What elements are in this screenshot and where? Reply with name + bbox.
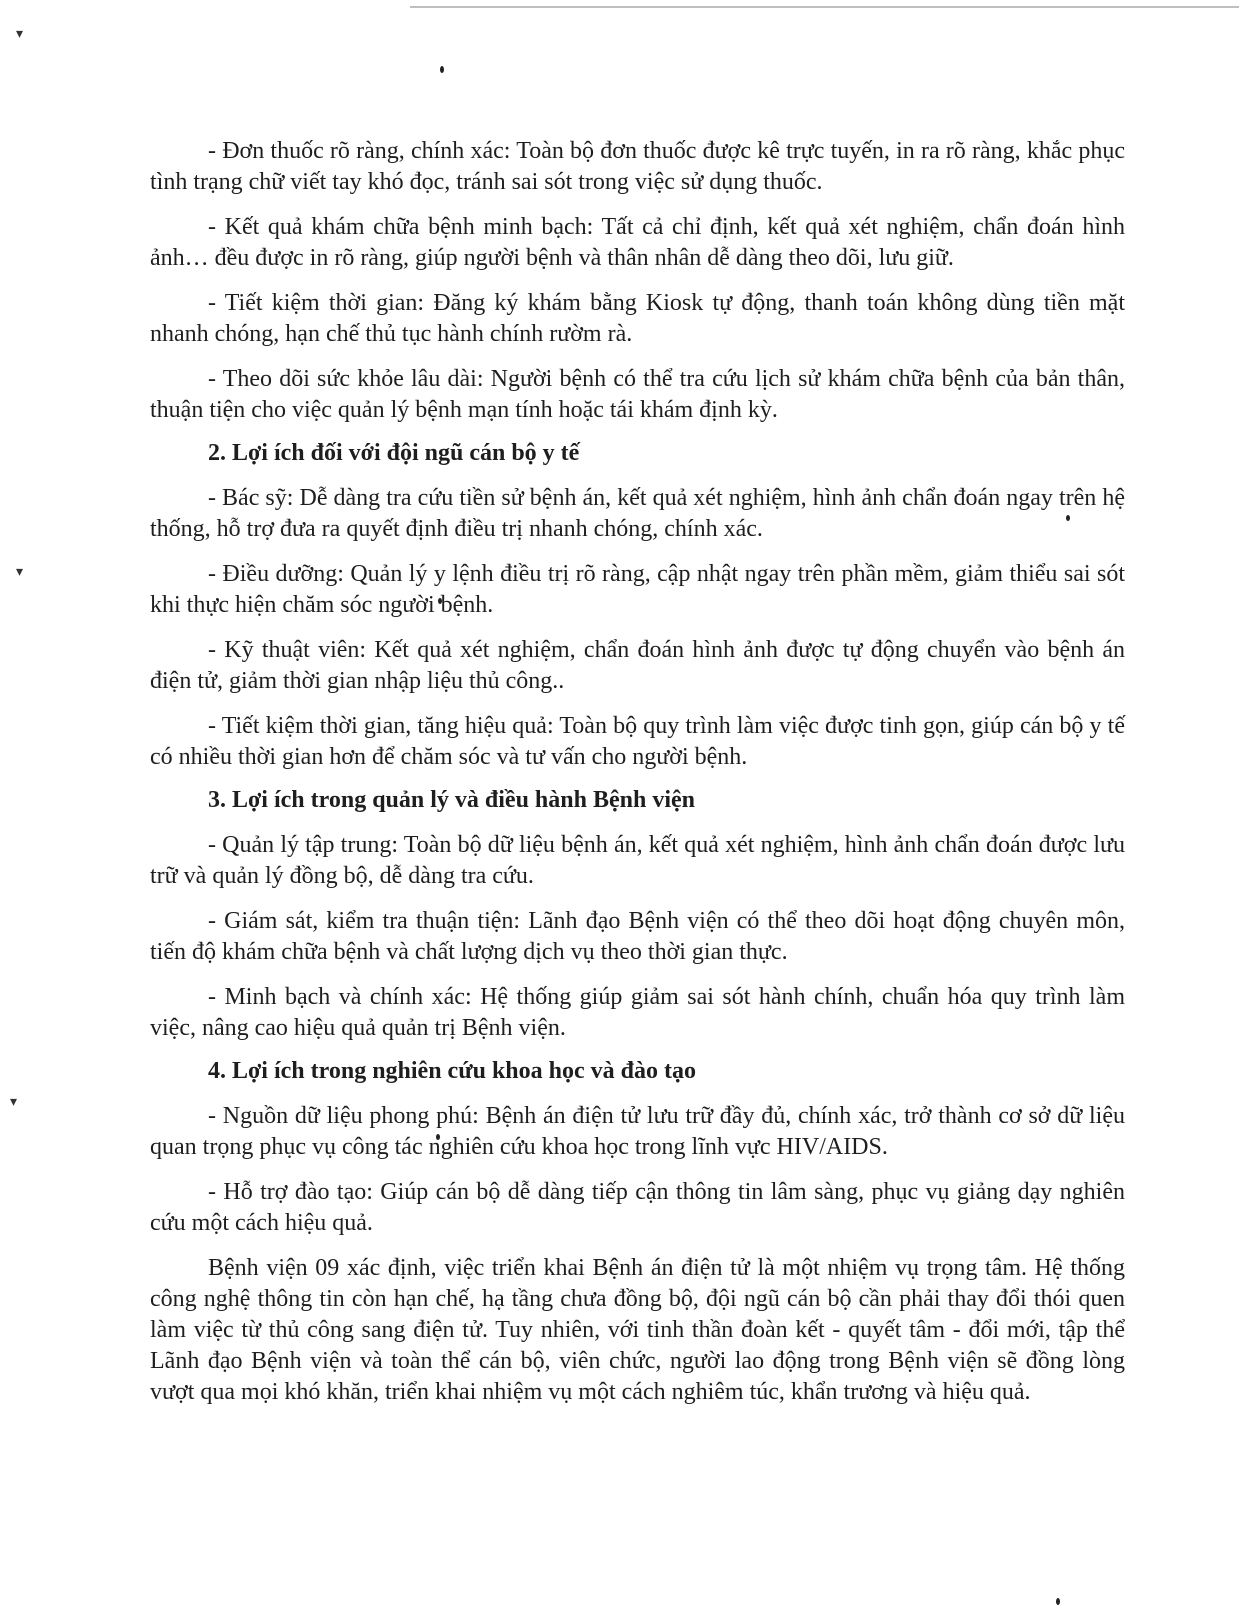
conclusion-paragraph: Bệnh viện 09 xác định, việc triển khai Bệnh án điện tử là một nhiệm vụ trọng tâm. Hệ thống công nghệ thông tin còn hạn chế, hạ tầng chưa đồng bộ, đội ngũ cán bộ cần phải thay đổi thói quen làm việc từ thủ công sang điện tử. Tuy nhiên, với tinh thần đoàn kết - quyết tâm - đổi mới, tập thể Lãnh đạo Bệnh viện và toàn thể cán bộ, viên chức, người lao động trong Bệnh viện sẽ đồng lòng vượt qua mọi khó khăn, triển khai nhiệm vụ một cách nghiêm túc, khẩn trương và hiệu quả.	[150, 1255, 1125, 1405]
section-4-paragraph: - Hỗ trợ đào tạo: Giúp cán bộ dễ dàng tiếp cận thông tin lâm sàng, phục vụ giảng dạy nghiên cứu một cách hiệu quả.	[150, 1179, 1125, 1236]
section-3-paragraph: - Quản lý tập trung: Toàn bộ dữ liệu bệnh án, kết quả xét nghiệm, hình ảnh chẩn đoán được lưu trữ và quản lý đồng bộ, dễ dàng tra cứu.	[150, 832, 1125, 889]
scan-speck	[440, 66, 444, 73]
scan-mark: ▾	[10, 1095, 18, 1110]
section-2-heading: 2. Lợi ích đối với đội ngũ cán bộ y tế	[208, 440, 580, 466]
scan-mark: ▾	[16, 565, 24, 580]
section-4-paragraph: - Nguồn dữ liệu phong phú: Bệnh án điện tử lưu trữ đầy đủ, chính xác, trở thành cơ sở dữ liệu quan trọng phục vụ công tác nghiên cứu khoa học trong lĩnh vực HIV/AIDS.	[150, 1103, 1125, 1160]
intro-paragraph: - Đơn thuốc rõ ràng, chính xác: Toàn bộ đơn thuốc được kê trực tuyến, in ra rõ ràng, khắc phục tình trạng chữ viết tay khó đọc, tránh sai sót trong việc sử dụng thuốc.	[150, 138, 1125, 195]
section-2-paragraph: - Kỹ thuật viên: Kết quả xét nghiệm, chẩn đoán hình ảnh được tự động chuyển vào bệnh án điện tử, giảm thời gian nhập liệu thủ công..	[150, 637, 1125, 694]
intro-paragraph: - Tiết kiệm thời gian: Đăng ký khám bằng Kiosk tự động, thanh toán không dùng tiền mặt nhanh chóng, hạn chế thủ tục hành chính rườm rà.	[150, 290, 1125, 347]
intro-paragraph: - Theo dõi sức khỏe lâu dài: Người bệnh có thể tra cứu lịch sử khám chữa bệnh của bản thân, thuận tiện cho việc quản lý bệnh mạn tính hoặc tái khám định kỳ.	[150, 366, 1125, 423]
section-3-heading: 3. Lợi ích trong quản lý và điều hành Bệnh viện	[208, 787, 695, 813]
scan-edge-line	[410, 6, 1239, 8]
intro-paragraph: - Kết quả khám chữa bệnh minh bạch: Tất cả chỉ định, kết quả xét nghiệm, chẩn đoán hình ảnh… đều được in rõ ràng, giúp người bệnh và thân nhân dễ dàng theo dõi, lưu giữ.	[150, 214, 1125, 271]
section-3-paragraph: - Minh bạch và chính xác: Hệ thống giúp giảm sai sót hành chính, chuẩn hóa quy trình làm việc, nâng cao hiệu quả quản trị Bệnh viện.	[150, 984, 1125, 1041]
section-2-paragraph: - Tiết kiệm thời gian, tăng hiệu quả: Toàn bộ quy trình làm việc được tinh gọn, giúp cán bộ y tế có nhiều thời gian hơn để chăm sóc và tư vấn cho người bệnh.	[150, 713, 1125, 770]
section-3-paragraph: - Giám sát, kiểm tra thuận tiện: Lãnh đạo Bệnh viện có thể theo dõi hoạt động chuyên môn, tiến độ khám chữa bệnh và chất lượng dịch vụ theo thời gian thực.	[150, 908, 1125, 965]
section-4-heading: 4. Lợi ích trong nghiên cứu khoa học và đào tạo	[208, 1058, 696, 1084]
section-2-paragraph: - Bác sỹ: Dễ dàng tra cứu tiền sử bệnh án, kết quả xét nghiệm, hình ảnh chẩn đoán ngay trên hệ thống, hỗ trợ đưa ra quyết định điều trị nhanh chóng, chính xác.	[150, 485, 1125, 542]
document-body	[150, 136, 1125, 1408]
section-2-paragraph: - Điều dưỡng: Quản lý y lệnh điều trị rõ ràng, cập nhật ngay trên phần mềm, giảm thiểu sai sót khi thực hiện chăm sóc người bệnh.	[150, 561, 1125, 618]
scan-mark: ▾	[16, 27, 24, 42]
scan-speck	[1056, 1598, 1060, 1605]
